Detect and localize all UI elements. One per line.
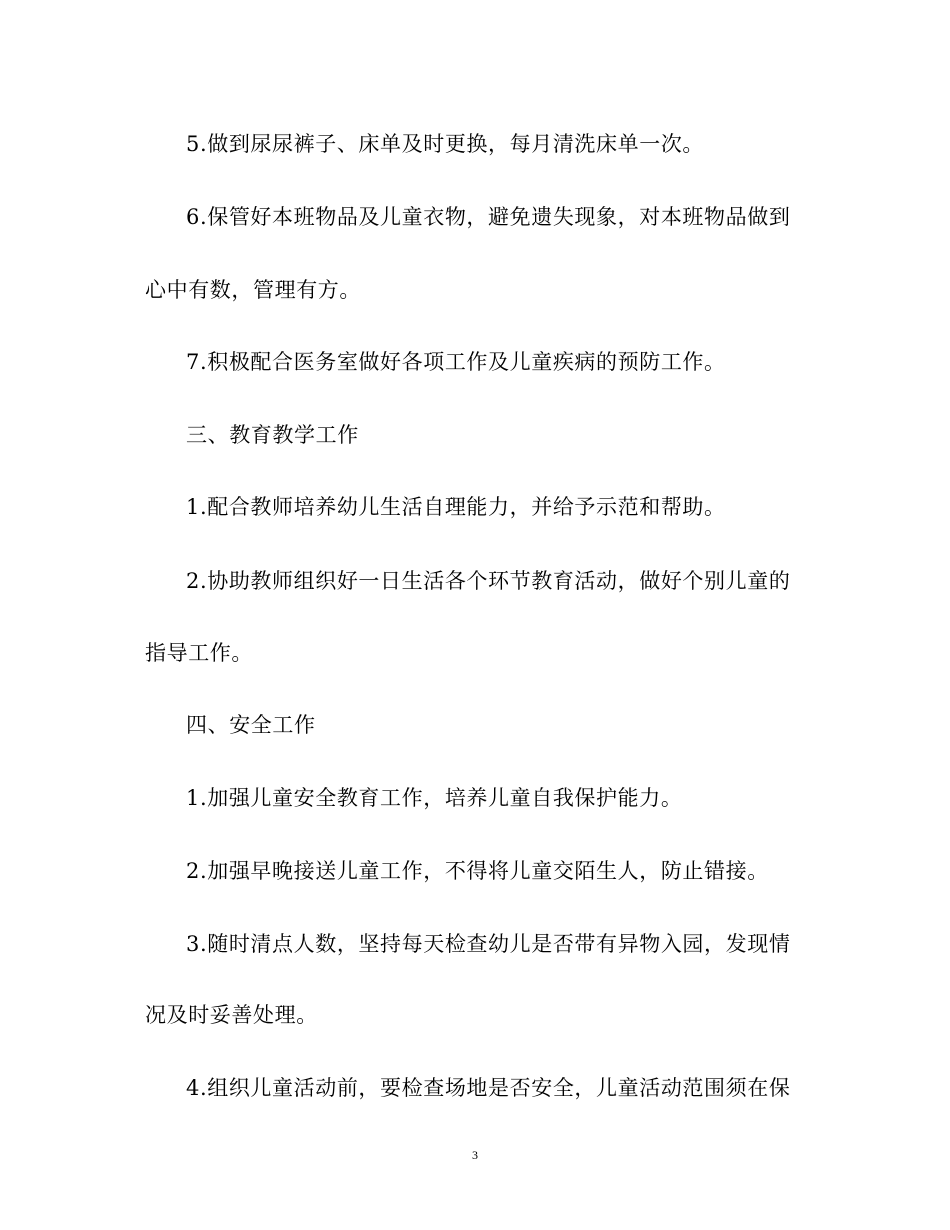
- paragraph-line: 2.加强早晚接送儿童工作，不得将儿童交陌生人，防止错接。: [186, 859, 769, 883]
- section-heading: 四、安全工作: [186, 713, 316, 737]
- paragraph-line: 3.随时清点人数，坚持每天检查幼儿是否带有异物入园，发现情: [186, 932, 791, 956]
- paragraph-line: 4.组织儿童活动前，要检查场地是否安全，儿童活动范围须在保: [186, 1076, 791, 1100]
- paragraph-line: 指导工作。: [145, 641, 253, 665]
- paragraph-line: 2.协助教师组织好一日生活各个环节教育活动，做好个别儿童的: [186, 569, 791, 593]
- paragraph-line: 1.配合教师培养幼儿生活自理能力，并给予示范和帮助。: [186, 495, 726, 519]
- paragraph-line: 心中有数，管理有方。: [145, 278, 361, 302]
- paragraph-line: 况及时妥善处理。: [145, 1003, 318, 1027]
- page-number: 3: [472, 1148, 478, 1162]
- paragraph-line: 7.积极配合医务室做好各项工作及儿童疾病的预防工作。: [186, 350, 726, 374]
- section-heading: 三、教育教学工作: [186, 423, 359, 447]
- paragraph-line: 6.保管好本班物品及儿童衣物，避免遗失现象，对本班物品做到: [186, 205, 791, 229]
- paragraph-line: 5.做到尿尿裤子、床单及时更换，每月清洗床单一次。: [186, 132, 705, 156]
- paragraph-line: 1.加强儿童安全教育工作，培养儿童自我保护能力。: [186, 786, 683, 810]
